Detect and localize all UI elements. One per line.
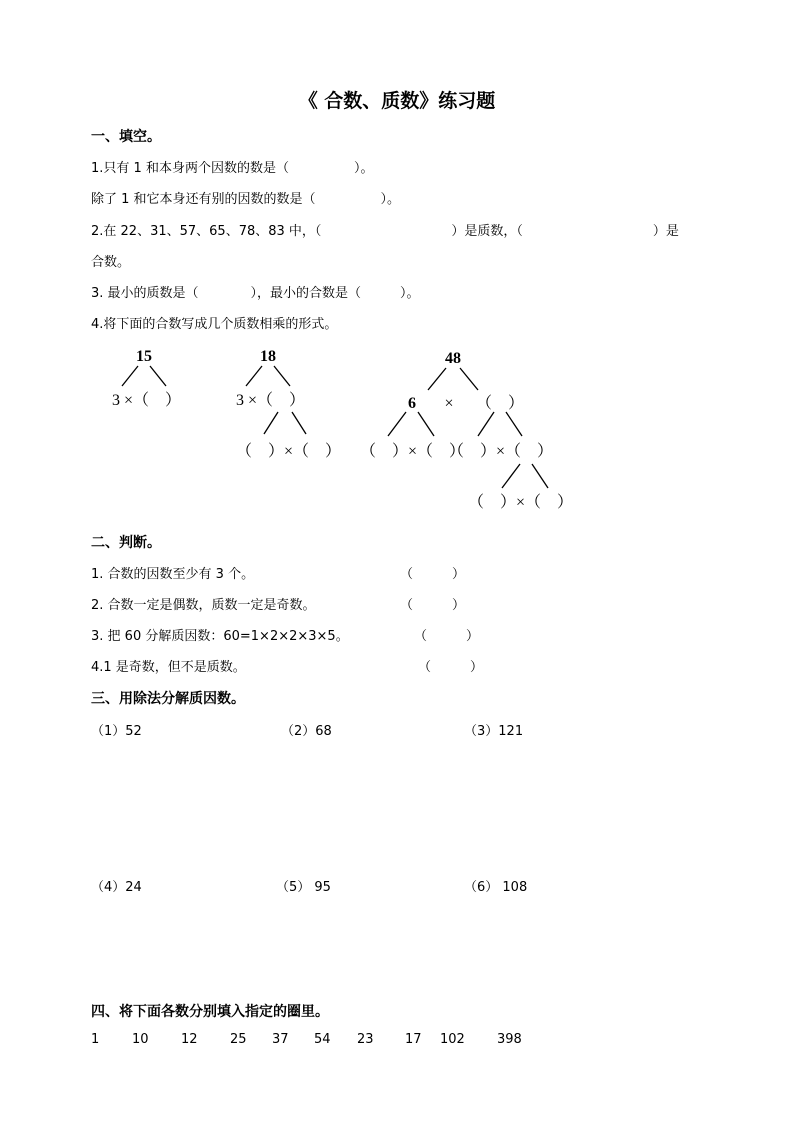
number-5: 37 [272,1032,289,1047]
judge-item-2: 2. 合数一定是偶数，质数一定是奇数。 [91,598,316,613]
section-2-heading: 二、判断。 [91,535,161,551]
number-10: 398 [497,1032,522,1047]
division-item-5: （5） 95 [276,880,331,895]
section-1-heading: 一、填空。 [91,129,161,145]
question-3: 3. 最小的质数是（ ），最小的合数是（ ）。 [91,286,420,301]
judge-item-4: 4.1 是奇数，但不是质数。 [91,660,246,675]
number-3: 12 [181,1032,198,1047]
number-8: 17 [405,1032,422,1047]
judge-item-1: 1. 合数的因数至少有 3 个。 [91,567,255,582]
tree-18-row1: 3 ×（ ） [236,392,306,409]
question-2b: 合数。 [91,255,131,270]
division-item-6: （6） 108 [464,880,528,895]
tree-48-paren: （ ） [476,395,525,412]
tree-15-root: 15 [136,348,152,365]
division-item-1: （1）52 [91,724,142,739]
question-2a: 2.在 22、31、57、65、78、83 中，（ ）是质数，（ ）是 [91,224,679,239]
tree-15-row1: 3 ×（ ） [112,392,182,409]
division-item-3: （3）121 [464,724,524,739]
judge-blank-4: （ ） [418,660,484,675]
tree-48-times: × [444,395,454,412]
question-1b: 除了 1 和它本身还有别的因数的数是（ ）。 [91,192,401,207]
number-4: 25 [230,1032,247,1047]
judge-blank-1: （ ） [400,567,466,582]
tree-48-root: 48 [445,350,461,367]
section-3-heading: 三、用除法分解质因数。 [91,691,245,707]
tree-48-six: 6 [408,395,416,412]
number-9: 102 [440,1032,465,1047]
question-1a: 1.只有 1 和本身两个因数的数是（ ）。 [91,161,374,176]
question-4: 4.将下面的合数写成几个质数相乘的形式。 [91,317,338,332]
page-title: 《 合数、质数》练习题 [298,90,496,112]
number-6: 54 [314,1032,331,1047]
tree-48-row2a: （ ）×（ ） [360,443,466,460]
number-1: 1 [91,1032,100,1047]
division-item-2: （2）68 [281,724,332,739]
number-7: 23 [357,1032,374,1047]
tree-18-row2: （ ）×（ ） [236,443,342,460]
tree-48-row3: （ ）×（ ） [468,494,574,511]
tree-18-root: 18 [260,348,276,365]
number-2: 10 [132,1032,149,1047]
division-item-4: （4）24 [91,880,142,895]
judge-blank-2: （ ） [400,598,466,613]
tree-48-row2b: （ ）×（ ） [448,443,554,460]
section-4-heading: 四、将下面各数分别填入指定的圈里。 [91,1004,329,1020]
judge-item-3: 3. 把 60 分解质因数：60=1×2×2×3×5。 [91,629,349,644]
judge-blank-3: （ ） [414,629,480,644]
